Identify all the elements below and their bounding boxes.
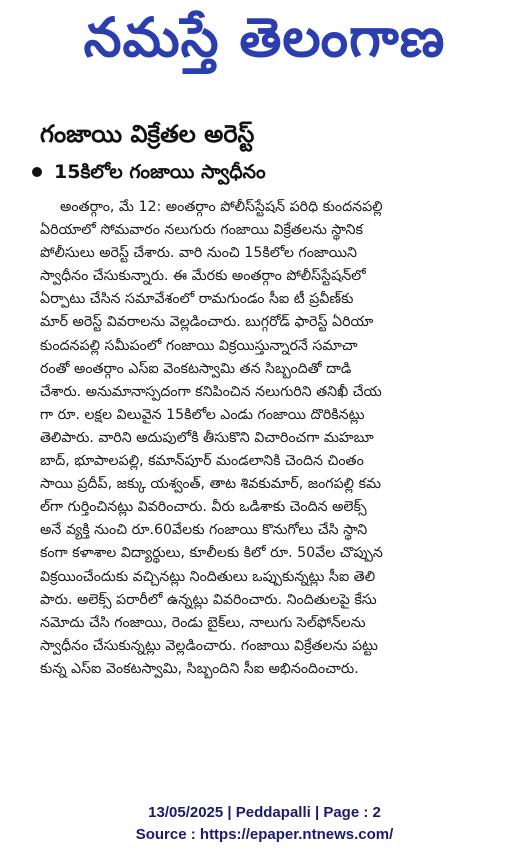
article-line: విక్రయించేందుకు వచ్చినట్లు నిందితులు ఒప్పుకున్నట్లు సీఐ తెలి <box>40 568 376 585</box>
source-link[interactable]: Source : https://epaper.ntnews.com/ <box>135 826 394 843</box>
article-line: సాయి ప్రదీప్, జక్కు యశ్వంత్, తాట శివకుమార్, జంగపల్లి కమ <box>40 476 381 493</box>
article-line: స్వాధీనం చేసుకున్నట్లు వెల్లడించారు. గంజాయి విక్రేతలను పట్టు <box>40 637 378 654</box>
article-line: పోలీసులు అరెస్ట్ చేశారు. వారి నుంచి 15కిలోల గంజాయిని <box>40 245 357 262</box>
newspaper-masthead: నమస్తే తెలంగాణ <box>83 6 446 69</box>
article-line: గా రూ. లక్షల విలువైన 15కిలోల ఎండు గంజాయి దొరికినట్లు <box>40 406 365 423</box>
article-line: రంతో అంతర్గాం ఎస్ఐ వెంకటస్వామి తన సిబ్బందితో దాడి <box>40 360 352 377</box>
article-line: పారు. అలెక్స్ పరారీలో ఉన్నట్లు వివరించారు. నిందితులపై కేసు <box>40 591 377 608</box>
article-line: ఏరియాలో సోమవారం నలుగురు గంజాయి విక్రేతలను స్థానిక <box>40 222 363 239</box>
article-line: బాద్, భూపాలపల్లి, కమాన్‌పూర్ మండలానికి చెందిన చింతం <box>40 453 364 470</box>
bullet-icon <box>32 167 42 177</box>
article-line: కంగా కళాశాల విద్యార్థులు, కూలీలకు కిలో రూ. 50వేల చొప్పున <box>40 545 383 562</box>
article-line: మార్ అరెస్ట్ వివరాలను వెల్లడించారు. బుగ్గరోడ్ ఫారెస్ట్ ఏరియా <box>40 314 374 331</box>
article-line: ఏర్పాటు చేసిన సమావేశంలో రామగుండం సీఐ టీ ప్రవీణ్‌కు <box>40 291 354 308</box>
article-line: స్వాధీనం చేసుకున్నారు. ఈ మేరకు అంతర్గాం పోలీస్‌స్టేషన్‌లో <box>40 268 366 285</box>
article-line: ల్‌గా గుర్తించినట్లు వివరించారు. వీరు ఒడిశాకు చెందిన అలెక్స్ <box>40 499 367 516</box>
edition-info: 13/05/2025 | Peddapalli | Page : 2 <box>148 804 381 821</box>
article-line: చేశారు. అనుమానాస్పదంగా కనిపించిన నలుగురిని తనిఖీ చేయ <box>40 383 382 400</box>
article-line: కున్న ఎస్ఐ వెంకటస్వామి, సిబ్బందిని సీఐ అభినందించారు. <box>40 660 359 677</box>
article-line: కుందనపల్లి సమీపంలో గంజాయి విక్రయిస్తున్నారనే సమాచా <box>40 337 358 354</box>
article-body <box>40 196 502 681</box>
article-subheadline-row <box>32 158 266 186</box>
article-subheadline: 15కిలోల గంజాయి స్వాధీనం <box>54 161 266 183</box>
article-line: తెలిపారు. వారిని అదుపులోకి తీసుకొని విచారించగా మహబూ <box>40 429 374 446</box>
article-headline: గంజాయి విక్రేతల అరెస్ట్ <box>40 120 255 148</box>
article-line: అనే వ్యక్తి నుంచి రూ.60వేలకు గంజాయి కొనుగోలు చేసి స్థాని <box>40 522 368 539</box>
article-line: నమోదు చేసి గంజాయి, రెండు బైక్‌లు, నాలుగు సెల్‌ఫోన్‌లను <box>40 614 366 631</box>
article-line: అంతర్గాం, మే 12: అంతర్గాం పోలీస్‌స్టేషన్ పరిధి కుందనపల్లి <box>60 199 383 215</box>
